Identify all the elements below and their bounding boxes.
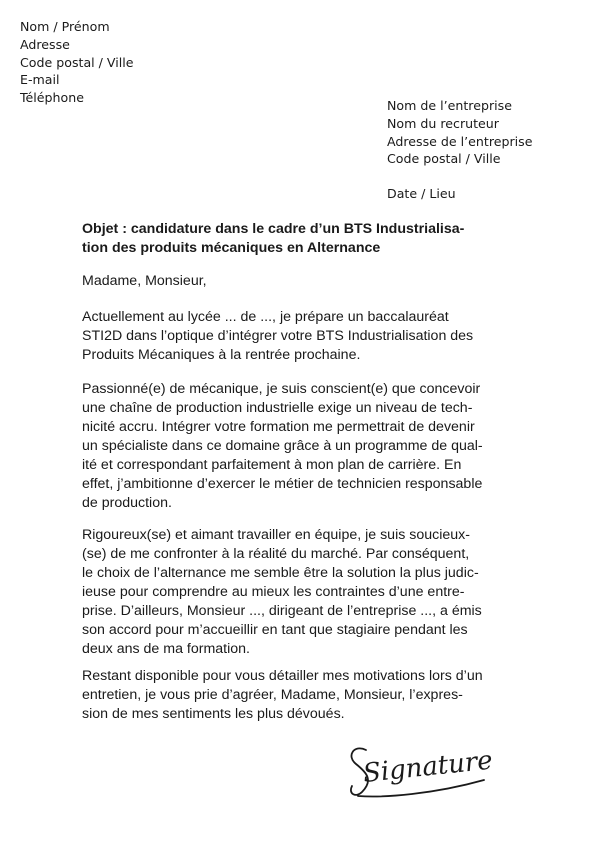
paragraph-line: Passionné(e) de mécanique, je suis conscient(e) que concevoir [82,381,481,397]
paragraph-line: de production. [82,495,172,511]
subject-line-1: Objet : candidature dans le cadre d’un BTS Industrialisa- [82,221,465,237]
sender-phone: Téléphone [20,90,84,106]
salutation: Madame, Monsieur, [82,273,207,289]
paragraph-line: ieuse pour comprendre au mieux les contraintes d’une entre- [82,584,465,600]
sender-email: E-mail [20,72,60,88]
subject-line-2: tion des produits mécaniques en Alternance [82,240,381,256]
signature [344,736,494,808]
paragraph-line: un spécialiste dans ce domaine grâce à un programme de qual- [82,438,483,454]
recipient-company: Nom de l’entreprise [387,98,512,113]
sender-name: Nom / Prénom [20,19,110,34]
signature-text: Signature [361,745,494,789]
paragraph-line: sion de mes sentiments les plus dévoués. [82,706,345,722]
date-place: Date / Lieu [387,186,456,201]
paragraph-line: Restant disponible pour vous détailler mes motivations lors d’un [82,668,483,684]
recipient-postal-city: Code postal / Ville [387,151,501,167]
paragraph-line: ité et correspondant parfaitement à mon plan de carrière. En [82,457,462,473]
recipient-recruiter: Nom du recruteur [387,115,499,131]
paragraph-1 [82,308,522,365]
paragraph-2 [82,380,522,513]
paragraph-line: (se) de me confronter à la réalité du marché. Par conséquent, [82,546,470,562]
paragraph-4 [82,667,522,724]
paragraph-line: effet, j’ambitionne d’exercer le métier de technicien responsable [82,476,483,492]
paragraph-line: Produits Mécaniques à la rentrée prochaine. [82,347,361,363]
paragraph-line: le choix de l’alternance me semble être la solution la plus judic- [82,565,479,581]
paragraph-line: nicité accru. Intégrer votre formation me permettrait de devenir [82,419,475,435]
sender-postal-city: Code postal / Ville [20,54,134,70]
sender-block [20,18,134,107]
paragraph-3 [82,526,522,659]
recipient-address: Adresse de l’entreprise [387,133,533,149]
paragraph-line: Actuellement au lycée ... de ..., je prépare un baccalauréat [82,309,449,325]
paragraph-line: deux ans de ma formation. [82,641,250,657]
paragraph-line: une chaîne de production industrielle exige un niveau de tech- [82,400,473,416]
subject-line [82,220,522,258]
paragraph-line: STI2D dans l’optique d’intégrer votre BTS Industrialisation des [82,328,474,344]
paragraph-line: entretien, je vous prie d’agréer, Madame, Monsieur, l’expres- [82,687,463,703]
sender-address: Adresse [20,36,70,52]
recipient-block [387,97,532,168]
paragraph-line: prise. D’ailleurs, Monsieur ..., dirigeant de l’entreprise ..., a émis [82,603,482,619]
paragraph-line: son accord pour m’accueillir en tant que stagiaire pendant les [82,622,468,638]
paragraph-line: Rigoureux(se) et aimant travailler en équipe, je suis soucieux- [82,527,470,543]
